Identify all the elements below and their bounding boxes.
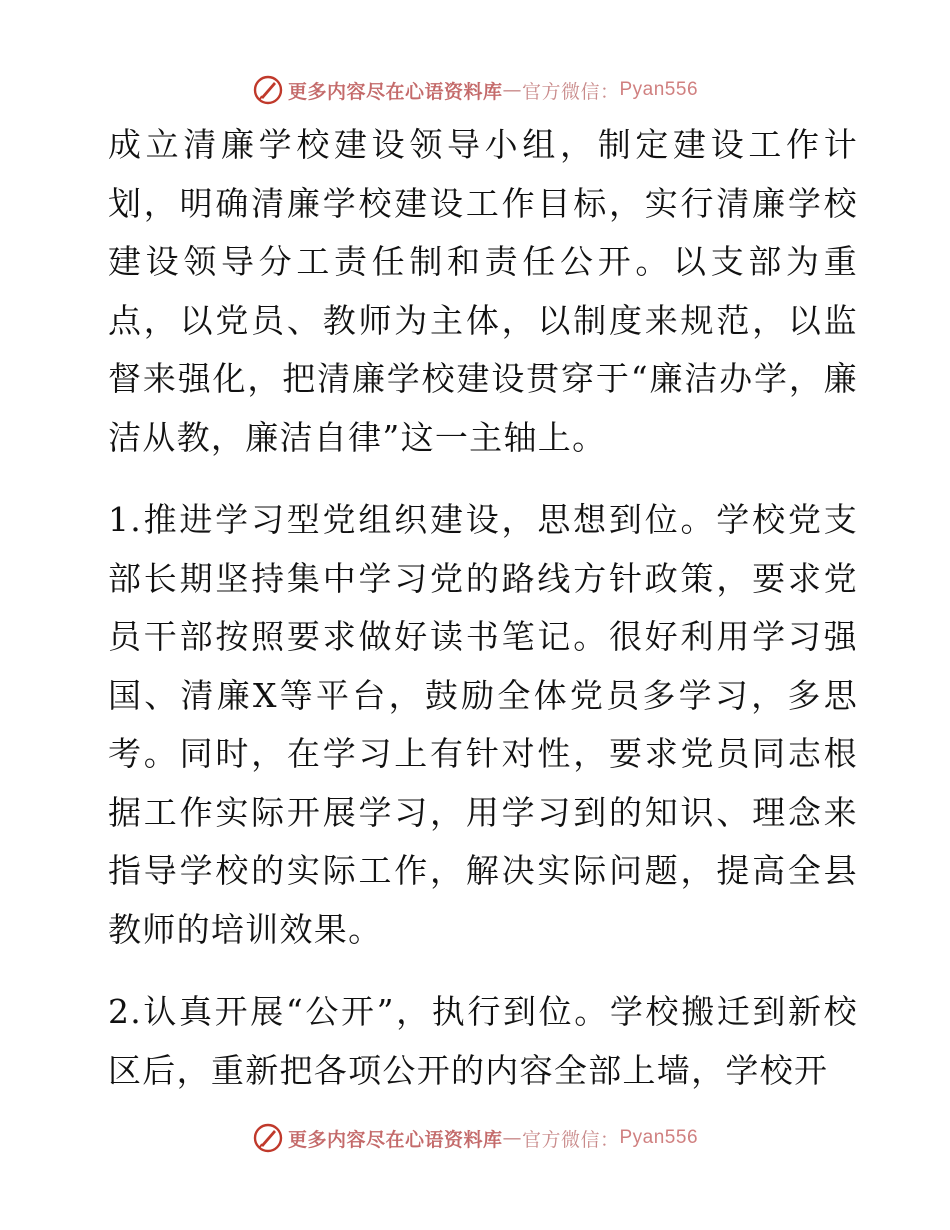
watermark-label: 官方微信： [521, 1128, 620, 1151]
document-body [98, 116, 858, 1100]
quill-logo-icon [252, 1122, 284, 1154]
paragraph-item-1: 1.推进学习型党组织建设，思想到位。学校党支部长期坚持集中学习党的路线方针政策，要求党员干部按照要求做好读书笔记。很好利用学习强国、清廉X等平台，鼓励全体党员多学习，多思考。同时，在学习上有针对性，要求党员同志根据工作实际开展学习，用学习到的知识、理念来指导学校的实际工作，解决实际问题，提高全县教师的培训效果。 [108, 500, 858, 949]
watermark-header [0, 74, 950, 106]
watermark-footer [0, 1122, 950, 1154]
watermark-handle: Pyan556 [619, 1127, 699, 1148]
watermark-brand: 更多内容尽在心语资料库 [287, 1128, 503, 1151]
watermark-brand: 更多内容尽在心语资料库 [287, 80, 503, 103]
watermark-label: 官方微信： [521, 80, 620, 103]
watermark-separator: — [502, 79, 522, 101]
watermark-separator: — [502, 1127, 522, 1149]
watermark-handle: Pyan556 [619, 79, 699, 100]
paragraph-intro: 成立清廉学校建设领导小组，制定建设工作计划，明确清廉学校建设工作目标，实行清廉学校建设领导分工责任制和责任公开。以支部为重点，以党员、教师为主体，以制度来规范，以监督来强化，把清廉学校建设贯穿于“廉洁办学，廉洁从教，廉洁自律”这一主轴上。 [108, 125, 858, 457]
paragraph-item-2: 2.认真开展“公开”，执行到位。学校搬迁到新校区后，重新把各项公开的内容全部上墙，学校开 [108, 992, 858, 1090]
quill-logo-icon [252, 74, 284, 106]
